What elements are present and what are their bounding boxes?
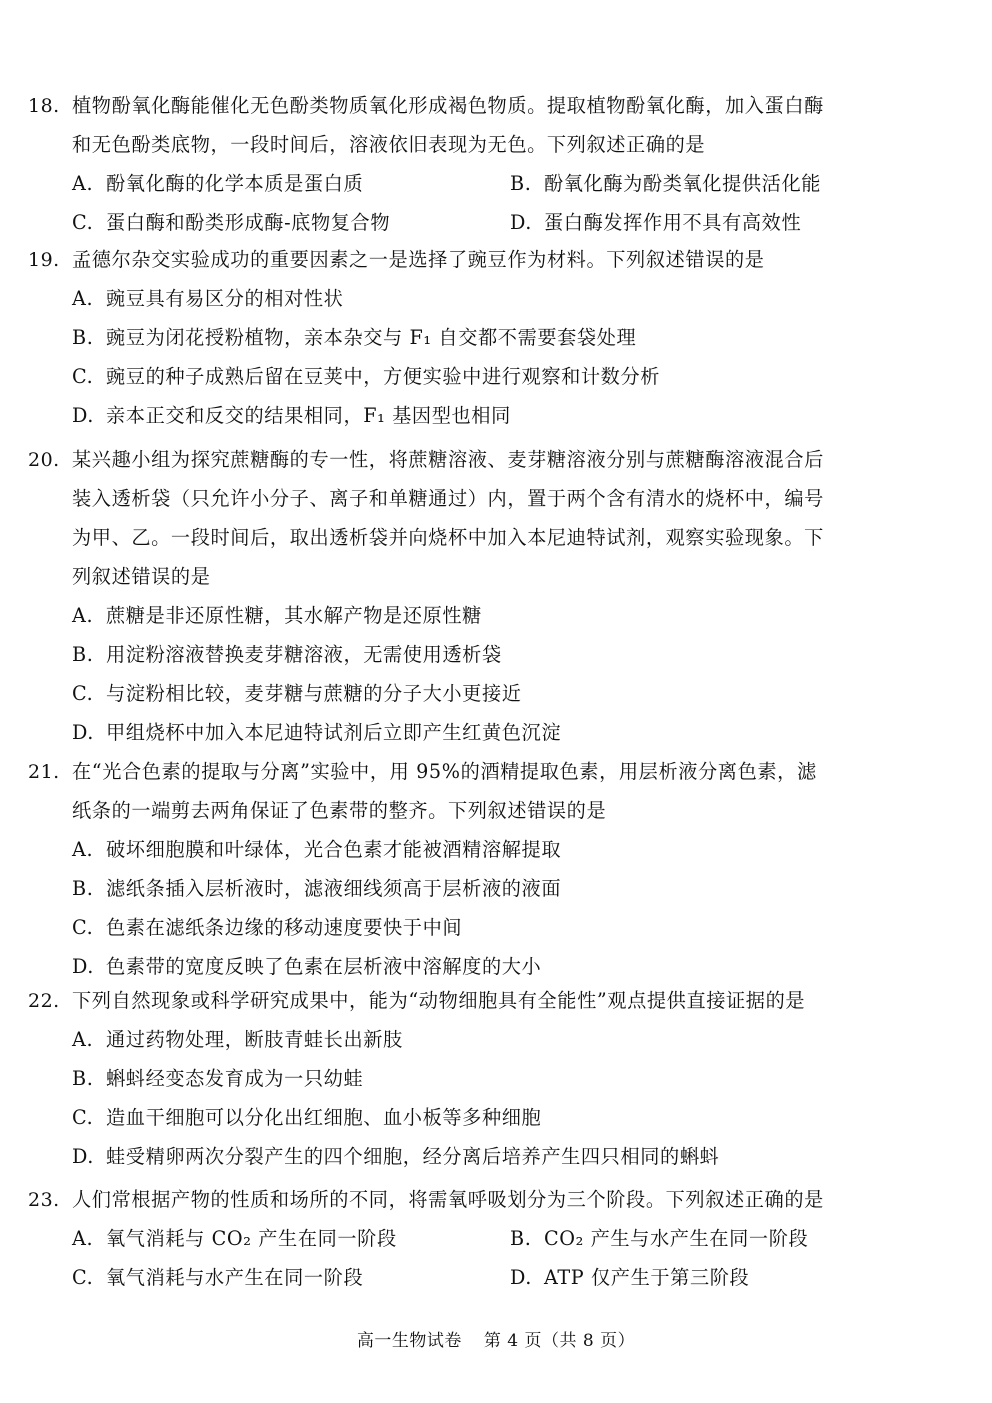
option-label: B. bbox=[72, 643, 94, 666]
option-text: 甲组烧杯中加入本尼迪特试剂后立即产生红黄色沉淀 bbox=[106, 721, 562, 744]
question-number: 19. bbox=[28, 249, 60, 271]
question-stem-line: 孟德尔杂交实验成功的重要因素之一是选择了豌豆作为材料。下列叙述错误的是 bbox=[72, 248, 765, 271]
question-stem-line: 植物酚氧化酶能催化无色酚类物质氧化形成褐色物质。提取植物酚氧化酶，加入蛋白酶 bbox=[72, 94, 824, 117]
option-label: B. bbox=[510, 172, 532, 195]
option-label: C. bbox=[72, 211, 94, 234]
option-text: ATP 仅产生于第三阶段 bbox=[544, 1266, 750, 1289]
option-b bbox=[510, 1229, 808, 1249]
option-text: 蛋白酶发挥作用不具有高效性 bbox=[544, 211, 802, 234]
option-label: C. bbox=[72, 916, 94, 939]
option-label: B. bbox=[72, 1067, 94, 1090]
option-c bbox=[72, 918, 462, 938]
option-label: A. bbox=[72, 604, 94, 627]
option-label: B. bbox=[72, 877, 94, 900]
option-text: 破坏细胞膜和叶绿体，光合色素才能被酒精溶解提取 bbox=[106, 838, 562, 861]
option-b bbox=[72, 328, 636, 348]
option-text: 造血干细胞可以分化出红细胞、血小板等多种细胞 bbox=[106, 1106, 542, 1129]
option-label: D. bbox=[72, 955, 94, 978]
option-text: 色素带的宽度反映了色素在层析液中溶解度的大小 bbox=[106, 955, 542, 978]
option-label: A. bbox=[72, 1028, 94, 1051]
question-number: 22. bbox=[28, 990, 60, 1012]
option-d bbox=[510, 213, 801, 233]
question-stem-line: 人们常根据产物的性质和场所的不同，将需氧呼吸划分为三个阶段。下列叙述正确的是 bbox=[72, 1188, 824, 1211]
option-text: 色素在滤纸条边缘的移动速度要快于中间 bbox=[106, 916, 463, 939]
question-number: 18. bbox=[28, 95, 60, 117]
question-stem-line: 某兴趣小组为探究蔗糖酶的专一性，将蔗糖溶液、麦芽糖溶液分别与蔗糖酶溶液混合后 bbox=[72, 448, 824, 471]
option-text: 与淀粉相比较，麦芽糖与蔗糖的分子大小更接近 bbox=[106, 682, 522, 705]
option-c bbox=[72, 367, 660, 387]
option-label: B. bbox=[510, 1227, 532, 1250]
question-stem-line: 在“光合色素的提取与分离”实验中，用 95%的酒精提取色素，用层析液分离色素，滤 bbox=[72, 760, 817, 783]
option-c bbox=[72, 1268, 363, 1288]
page-footer bbox=[0, 1326, 992, 1351]
option-label: C. bbox=[72, 365, 94, 388]
option-d bbox=[72, 723, 561, 743]
question-stem-line: 下列自然现象或科学研究成果中，能为“动物细胞具有全能性”观点提供直接证据的是 bbox=[72, 989, 806, 1012]
option-text: CO₂ 产生与水产生在同一阶段 bbox=[544, 1227, 809, 1250]
option-b bbox=[72, 1069, 363, 1089]
option-c bbox=[72, 1108, 541, 1128]
option-a bbox=[72, 1229, 397, 1249]
option-text: 酚氧化酶为酚类氧化提供活化能 bbox=[544, 172, 822, 195]
option-label: D. bbox=[510, 1266, 532, 1289]
option-text: 亲本正交和反交的结果相同，F₁ 基因型也相同 bbox=[106, 404, 511, 427]
option-text: 用淀粉溶液替换麦芽糖溶液，无需使用透析袋 bbox=[106, 643, 502, 666]
option-text: 酚氧化酶的化学本质是蛋白质 bbox=[106, 172, 364, 195]
question-stem-line: 为甲、乙。一段时间后，取出透析袋并向烧杯中加入本尼迪特试剂，观察实验现象。下 bbox=[72, 526, 824, 549]
question-stem-line: 列叙述错误的是 bbox=[72, 565, 211, 588]
question-stem-line: 和无色酚类底物，一段时间后，溶液依旧表现为无色。下列叙述正确的是 bbox=[72, 133, 706, 156]
footer-title: 高一生物试卷 bbox=[356, 1331, 462, 1351]
option-label: C. bbox=[72, 1106, 94, 1129]
question-number: 20. bbox=[28, 449, 60, 471]
option-text: 豌豆具有易区分的相对性状 bbox=[106, 287, 344, 310]
option-label: D. bbox=[72, 721, 94, 744]
question-stem-line: 装入透析袋（只允许小分子、离子和单糖通过）内，置于两个含有清水的烧杯中，编号 bbox=[72, 487, 824, 510]
option-b bbox=[72, 879, 561, 899]
option-text: 豌豆的种子成熟后留在豆荚中，方便实验中进行观察和计数分析 bbox=[106, 365, 661, 388]
option-label: C. bbox=[72, 1266, 94, 1289]
option-label: C. bbox=[72, 682, 94, 705]
option-label: A. bbox=[72, 1227, 94, 1250]
option-label: D. bbox=[510, 211, 532, 234]
option-c bbox=[72, 684, 522, 704]
option-label: D. bbox=[72, 1145, 94, 1168]
option-text: 蛙受精卵两次分裂产生的四个细胞，经分离后培养产生四只相同的蝌蚪 bbox=[106, 1145, 720, 1168]
option-text: 蝌蚪经变态发育成为一只幼蛙 bbox=[106, 1067, 364, 1090]
option-text: 氧气消耗与水产生在同一阶段 bbox=[106, 1266, 364, 1289]
footer-page-number: 第 4 页（共 8 页） bbox=[483, 1331, 636, 1351]
question-stem-line: 纸条的一端剪去两角保证了色素带的整齐。下列叙述错误的是 bbox=[72, 799, 607, 822]
option-label: A. bbox=[72, 287, 94, 310]
question-number: 21. bbox=[28, 761, 60, 783]
question-number: 23. bbox=[28, 1189, 60, 1211]
option-a bbox=[72, 1030, 403, 1050]
option-label: B. bbox=[72, 326, 94, 349]
option-d bbox=[72, 957, 541, 977]
option-text: 氧气消耗与 CO₂ 产生在同一阶段 bbox=[106, 1227, 397, 1250]
option-text: 蔗糖是非还原性糖，其水解产物是还原性糖 bbox=[106, 604, 482, 627]
option-b bbox=[510, 174, 821, 194]
option-label: D. bbox=[72, 404, 94, 427]
option-a bbox=[72, 606, 482, 626]
option-b bbox=[72, 645, 502, 665]
option-text: 蛋白酶和酚类形成酶-底物复合物 bbox=[106, 211, 391, 234]
option-text: 通过药物处理，断肢青蛙长出新肢 bbox=[106, 1028, 403, 1051]
option-d bbox=[72, 1147, 719, 1167]
option-c bbox=[72, 213, 390, 233]
option-d bbox=[72, 406, 511, 426]
option-text: 滤纸条插入层析液时，滤液细线须高于层析液的液面 bbox=[106, 877, 562, 900]
option-a bbox=[72, 174, 363, 194]
option-text: 豌豆为闭花授粉植物，亲本杂交与 F₁ 自交都不需要套袋处理 bbox=[106, 326, 637, 349]
option-a bbox=[72, 840, 561, 860]
option-d bbox=[510, 1268, 749, 1288]
option-label: A. bbox=[72, 838, 94, 861]
option-label: A. bbox=[72, 172, 94, 195]
option-a bbox=[72, 289, 343, 309]
